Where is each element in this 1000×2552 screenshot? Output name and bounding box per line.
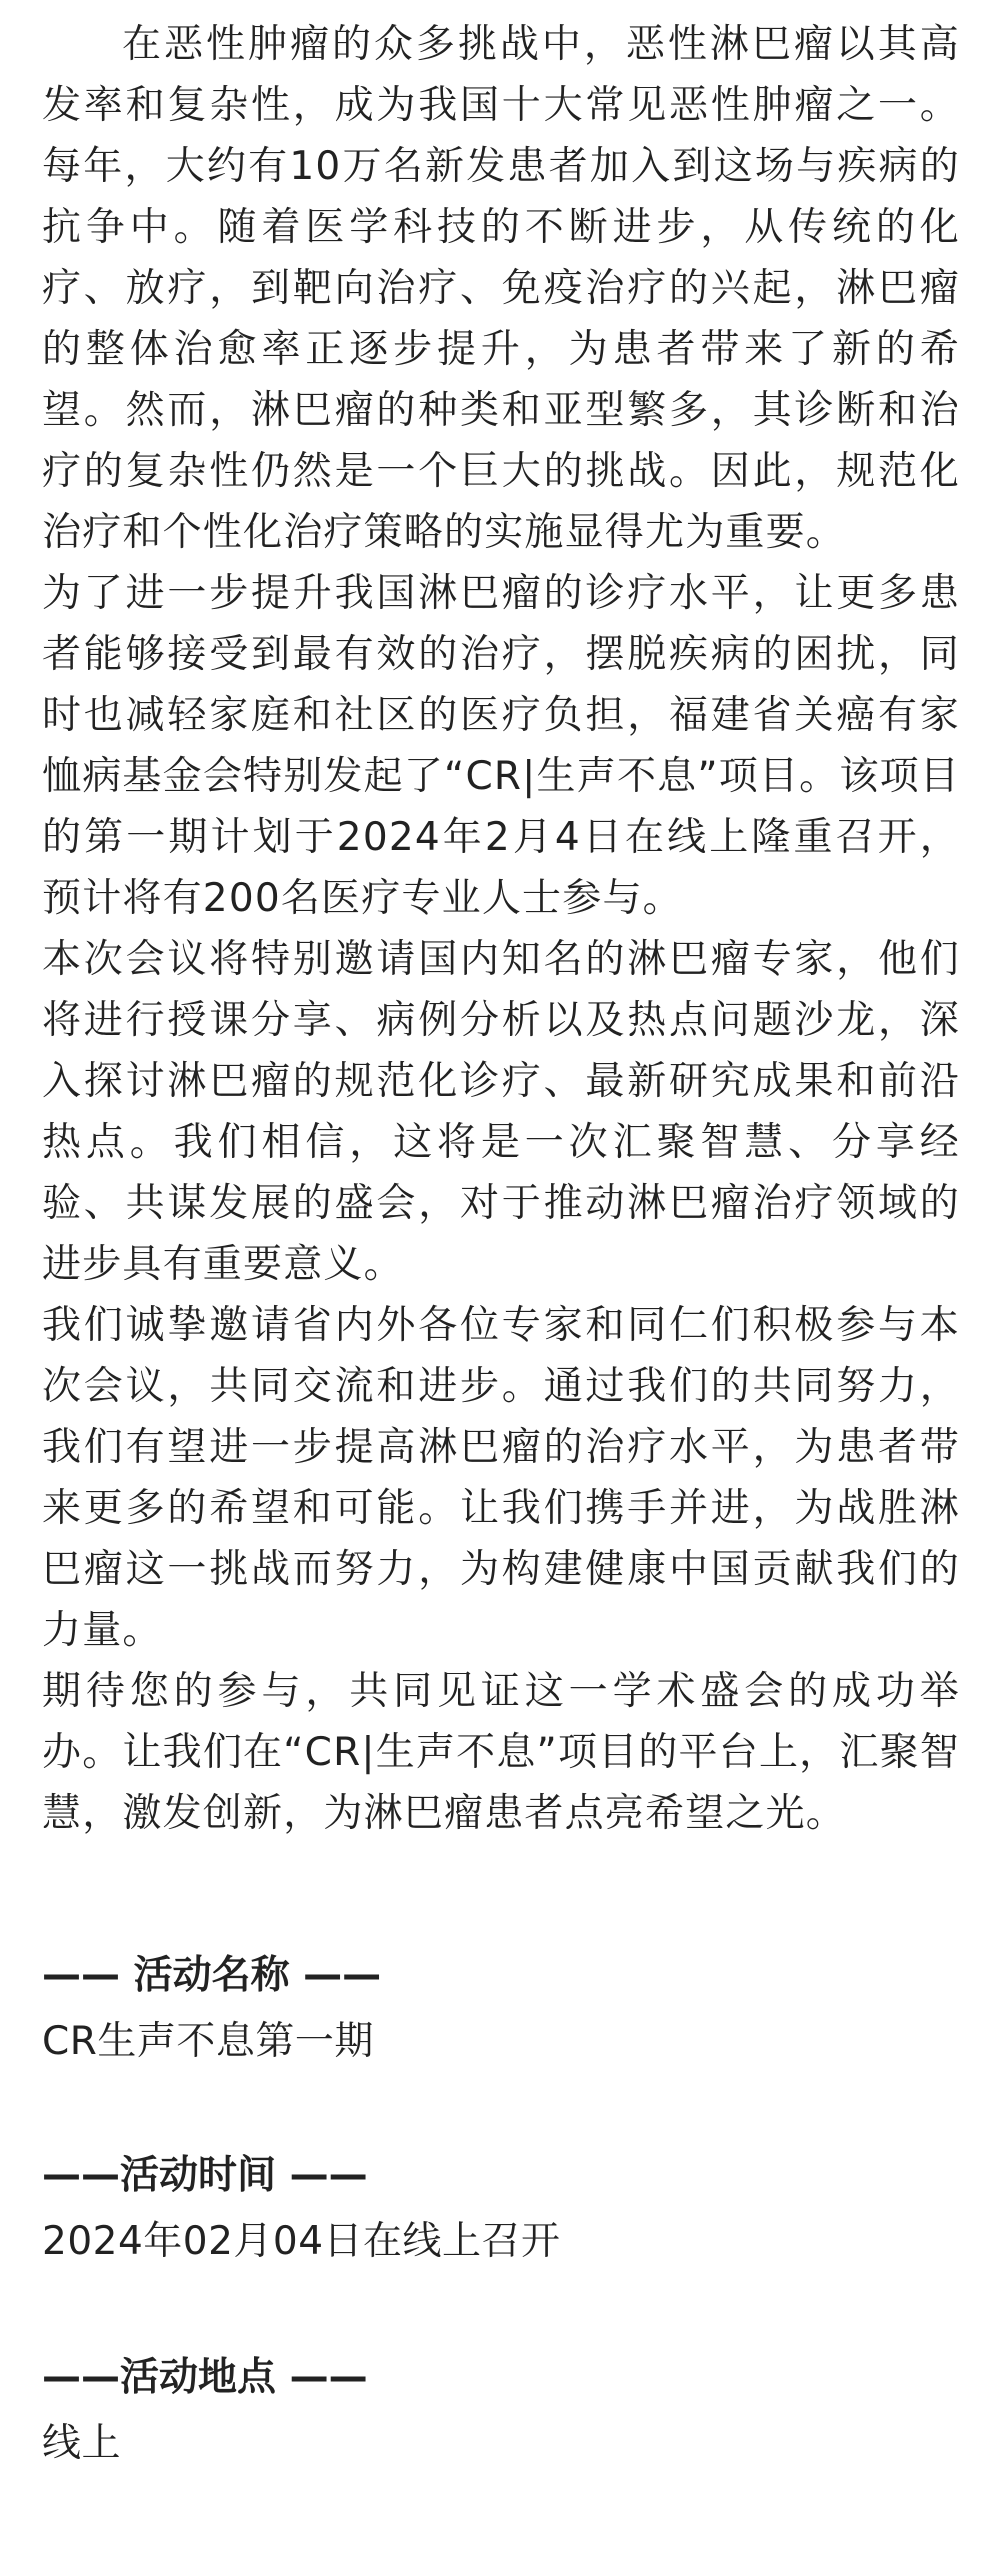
closing-paragraph: 期待您的参与，共同见证这一学术盛会的成功举办。让我们在“CR|生声不息”项目的平台上，汇聚智慧，激发创新，为淋巴瘤患者点亮希望之光。 bbox=[42, 1669, 960, 1836]
event-time-heading: ——活动时间 —— bbox=[42, 2153, 368, 2198]
intro-paragraph: 在恶性肿瘤的众多挑战中，恶性淋巴瘤以其高发率和复杂性，成为我国十大常见恶性肿瘤之一。每年，大约有10万名新发患者加入到这场与疾病的抗争中。随着医学科技的不断进步，从传统的化疗、放疗，到靶向治疗、免疫治疗的兴起，淋巴瘤的整体治愈率正逐步提升，为患者带来了新的希望。然而，淋巴瘤的种类和亚型繁多，其诊断和治疗的复杂性仍然是一个巨大的挑战。因此，规范化治疗和个性化治疗策略的实施显得尤为重要。 bbox=[42, 22, 960, 555]
event-location-section bbox=[42, 2352, 960, 2470]
event-name-heading: —— 活动名称 —— bbox=[42, 1953, 382, 1998]
meeting-paragraph: 本次会议将特别邀请国内知名的淋巴瘤专家，他们将进行授课分享、病例分析以及热点问题沙龙，深入探讨淋巴瘤的规范化诊疗、最新研究成果和前沿热点。我们相信，这将是一次汇聚智慧、分享经验、共谋发展的盛会，对于推动淋巴瘤治疗领域的进步具有重要意义。 bbox=[42, 937, 960, 1287]
event-name-value: CR生声不息第一期 bbox=[42, 2019, 374, 2064]
article-body bbox=[42, 14, 960, 1844]
event-name-section bbox=[42, 1950, 960, 2068]
event-time-section bbox=[42, 2150, 960, 2268]
invitation-paragraph: 我们诚挚邀请省内外各位专家和同仁们积极参与本次会议，共同交流和进步。通过我们的共同努力，我们有望进一步提高淋巴瘤的治疗水平，为患者带来更多的希望和可能。让我们携手并进，为战胜淋巴瘤这一挑战而努力，为构建健康中国贡献我们的力量。 bbox=[42, 1303, 960, 1653]
event-location-heading: ——活动地点 —— bbox=[42, 2355, 368, 2400]
event-time-value: 2024年02月04日在线上召开 bbox=[42, 2219, 561, 2264]
event-location-value: 线上 bbox=[42, 2421, 122, 2466]
project-paragraph: 为了进一步提升我国淋巴瘤的诊疗水平，让更多患者能够接受到最有效的治疗，摆脱疾病的困扰，同时也减轻家庭和社区的医疗负担，福建省关癌有家恤病基金会特别发起了“CR|生声不息”项目。该项目的第一期计划于2024年2月4日在线上隆重召开，预计将有200名医疗专业人士参与。 bbox=[42, 571, 960, 921]
